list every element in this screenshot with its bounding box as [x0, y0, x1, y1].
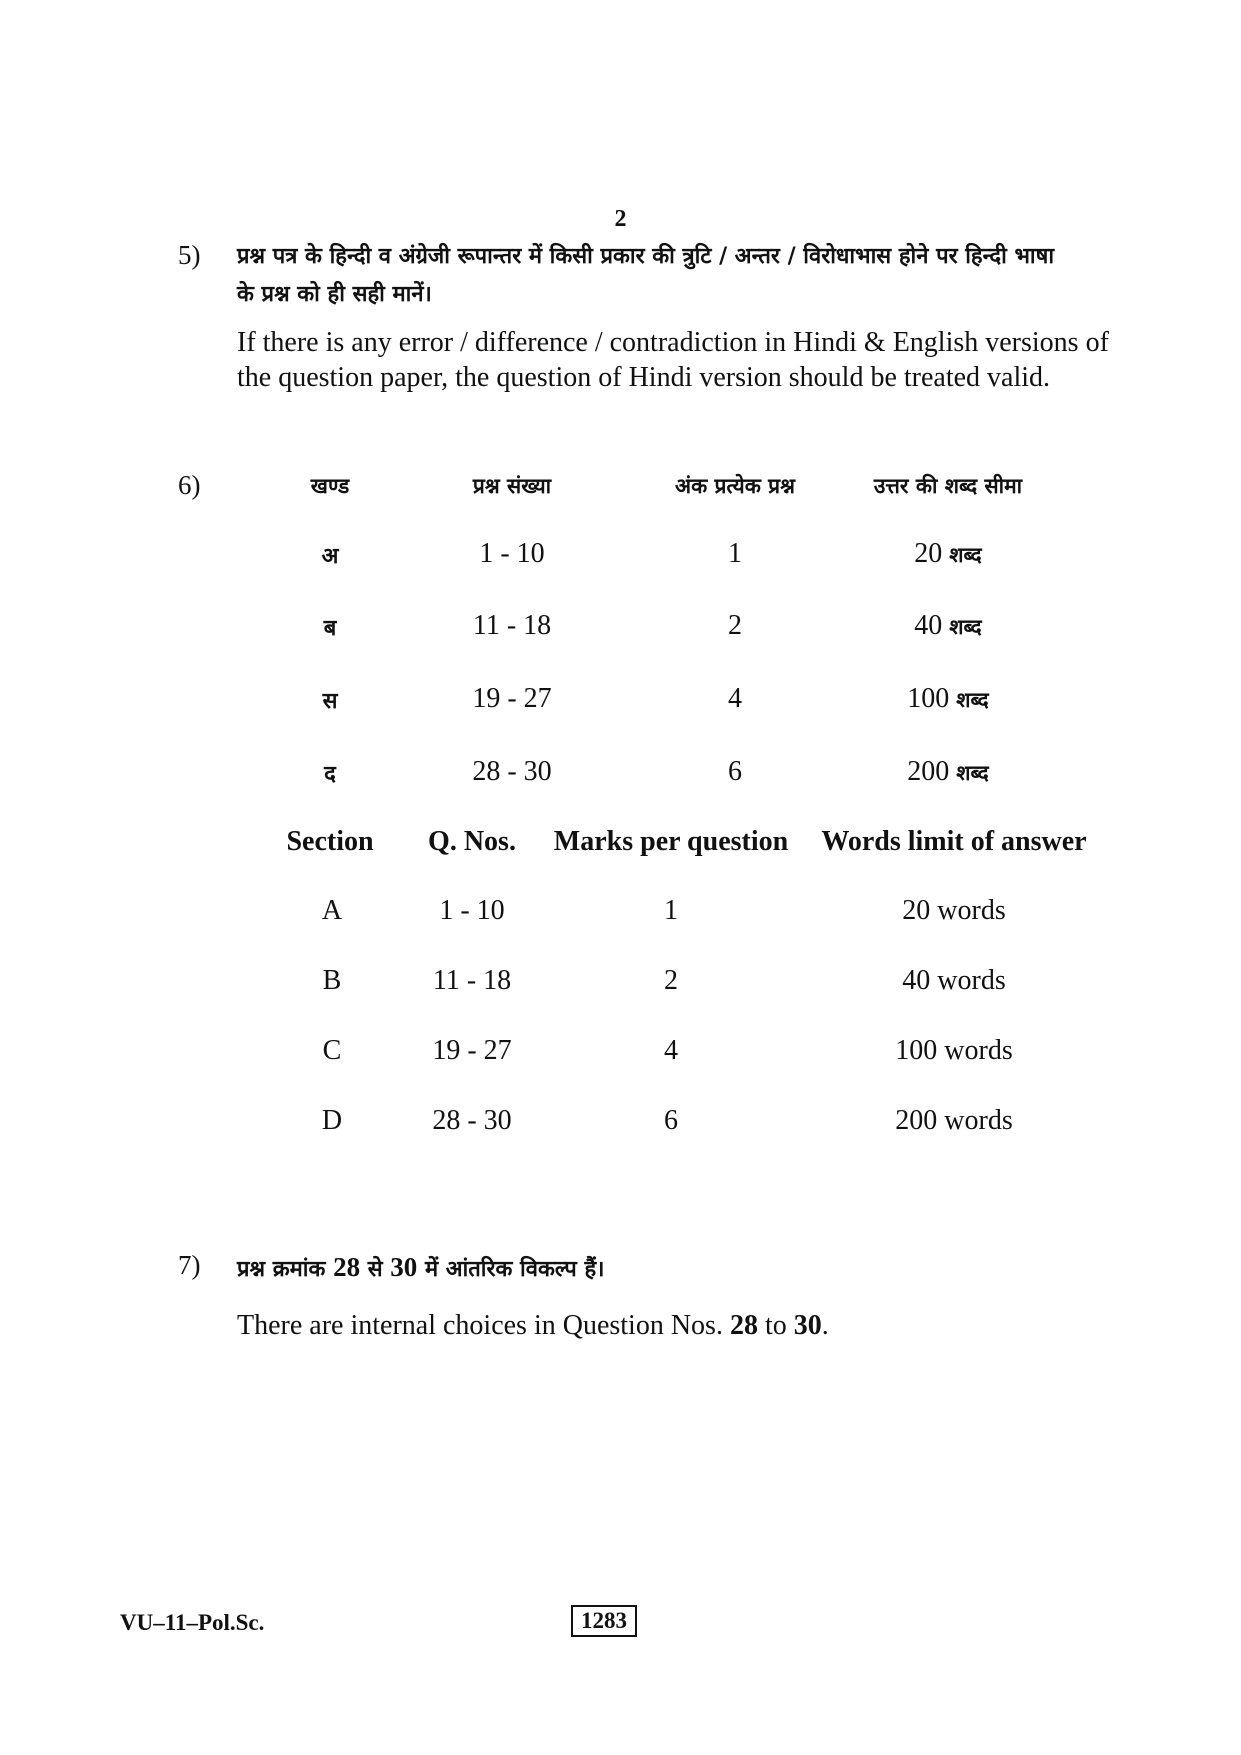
english-row-limit: 40 words	[902, 965, 1006, 996]
item-5-hindi-line1: प्रश्न पत्र के हिन्दी व अंग्रेजी रूपान्तर में किसी प्रकार की त्रुटि / अन्तर / विरोधाभास होने पर हिन्दी भाषा	[237, 244, 1055, 269]
hindi-row-section: अ	[321, 544, 339, 569]
item-5-english-line1: If there is any error / difference / contradiction in Hindi & English versions of	[237, 327, 1109, 358]
english-row-marks: 4	[664, 1035, 678, 1066]
item-7-hindi-mid: से	[367, 1257, 383, 1282]
english-row-marks: 6	[664, 1105, 678, 1136]
hindi-row-limit-num: 20	[914, 538, 943, 569]
hindi-header-limit: उत्तर की शब्द सीमा	[873, 474, 1023, 498]
hindi-row-limit	[914, 610, 981, 642]
hindi-row-section: स	[322, 689, 338, 714]
hindi-row-limit-unit: शब्द	[949, 615, 982, 639]
item-7-hindi-n2: 30	[390, 1252, 418, 1282]
english-row-section: A	[321, 895, 343, 926]
item-7-hindi	[237, 1252, 604, 1283]
hindi-header-section: खण्ड	[310, 474, 350, 498]
english-row-qnos: 1 - 10	[439, 895, 505, 926]
english-row-limit: 200 words	[895, 1105, 1013, 1136]
hindi-row-limit-unit: शब्द	[956, 761, 989, 785]
english-row-limit: 100 words	[895, 1035, 1013, 1066]
item-7-hindi-post: में आंतरिक विकल्प हैं।	[424, 1257, 605, 1282]
english-header-section: Section	[286, 826, 374, 857]
hindi-row-qnos: 19 - 27	[472, 683, 552, 714]
item-5-number: 5)	[178, 240, 201, 270]
english-row-qnos: 19 - 27	[432, 1035, 512, 1066]
english-row-qnos: 28 - 30	[432, 1105, 512, 1136]
hindi-row-limit-num: 40	[914, 610, 943, 641]
page-code-box: 1283	[571, 1605, 637, 1637]
hindi-row-qnos: 11 - 18	[472, 610, 552, 641]
hindi-row-limit	[907, 683, 988, 715]
english-row-marks: 1	[664, 895, 678, 926]
hindi-header-qnos: प्रश्न संख्या	[472, 474, 552, 498]
hindi-row-limit-num: 100	[907, 683, 950, 714]
english-row-section: D	[321, 1105, 343, 1136]
english-row-section: B	[322, 965, 342, 996]
item-7-english-mid: to	[764, 1310, 787, 1341]
hindi-row-limit	[914, 538, 981, 570]
english-row-marks: 2	[664, 965, 678, 996]
item-7-english-post: .	[821, 1310, 829, 1341]
hindi-row-qnos: 1 - 10	[479, 538, 545, 569]
hindi-row-marks: 4	[728, 683, 742, 714]
english-header-limit: Words limit of answer	[821, 826, 1087, 857]
hindi-row-section: द	[324, 762, 336, 787]
hindi-row-qnos: 28 - 30	[472, 756, 552, 787]
paper-code: VU–11–Pol.Sc.	[120, 1610, 265, 1635]
item-7-hindi-n1: 28	[333, 1252, 361, 1282]
item-7-english-n1: 28	[729, 1310, 758, 1341]
item-5-hindi-line2: के प्रश्न को ही सही मानें।	[237, 282, 432, 307]
item-7-english-n2: 30	[793, 1310, 822, 1341]
english-row-qnos: 11 - 18	[432, 965, 512, 996]
item-7-english-pre: There are internal choices in Question Nos.	[237, 1310, 723, 1341]
hindi-row-limit-num: 200	[907, 756, 950, 787]
hindi-row-marks: 6	[728, 756, 742, 787]
hindi-row-section: ब	[323, 616, 337, 641]
hindi-row-limit-unit: शब्द	[956, 688, 989, 712]
english-header-marks: Marks per question	[553, 826, 789, 857]
hindi-row-limit	[907, 756, 988, 788]
english-row-section: C	[322, 1035, 342, 1066]
english-row-limit: 20 words	[902, 895, 1006, 926]
item-7-english	[237, 1308, 829, 1343]
item-7-hindi-pre: प्रश्न क्रमांक	[237, 1257, 326, 1282]
english-header-qnos: Q. Nos.	[428, 826, 516, 857]
hindi-row-marks: 2	[728, 610, 742, 641]
hindi-row-marks: 1	[728, 538, 742, 569]
hindi-row-limit-unit: शब्द	[949, 543, 982, 567]
page-number: 2	[614, 206, 627, 232]
item-7-number: 7)	[178, 1250, 201, 1280]
item-5-english-line2: the question paper, the question of Hindi version should be treated valid.	[237, 362, 1051, 393]
hindi-header-marks: अंक प्रत्येक प्रश्न	[675, 474, 795, 498]
item-6-number: 6)	[178, 470, 201, 500]
